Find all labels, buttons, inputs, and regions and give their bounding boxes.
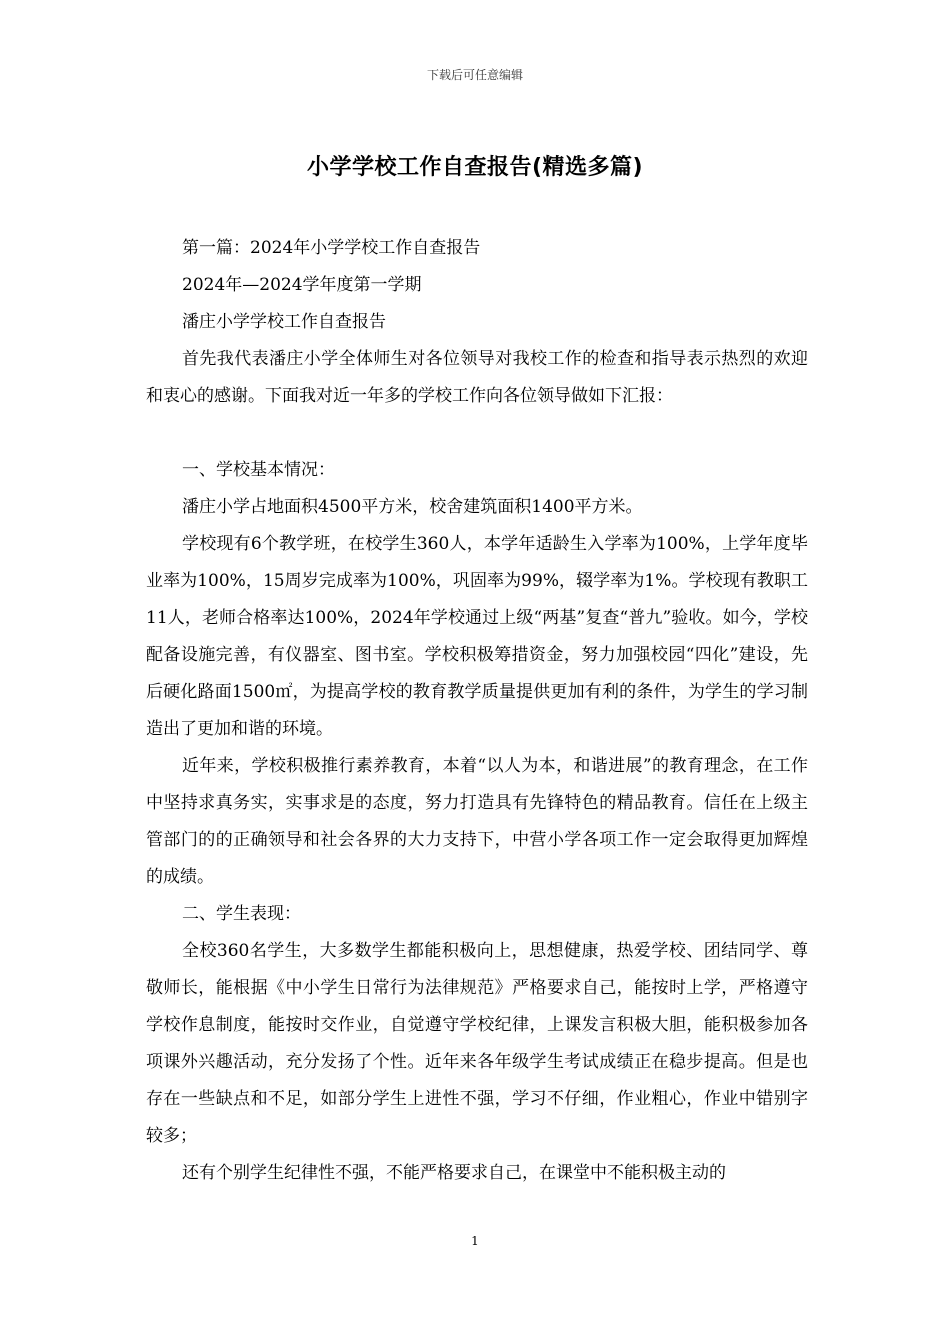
paragraph-student-issues: 还有个别学生纪律性不强，不能严格要求自己，在课堂中不能积极主动的 xyxy=(182,1163,726,1183)
paragraph-school-stats: 学校现有6个教学班，在校学生360人，本学年适龄生入学率为100%，上学年度毕业率为100%，15周岁完成率为100%，巩固率为99%，辍学率为1%。学校现有教职工11人，老师合格率达100%，2024年学校通过上级“两基”复查“普九”验收。如今，学校配备设施完善，有仪器室、图书室。学校积极筹措资金，努力加强校园“四化”建设，先后硬化路面1500㎡，为提高学校的教育教学质量提供更加有利的条件，为学生的学习制造出了更加和谐的环境。 xyxy=(146,534,808,739)
paragraph-student-performance: 全校360名学生，大多数学生都能积极向上，思想健康，热爱学校、团结同学、尊敬师长，能根据《中小学生日常行为法律规范》严格要求自己，能按时上学，严格遵守学校作息制度，能按时交作业，自觉遵守学校纪律，上课发言积极大胆，能积极参加各项课外兴趣活动，充分发扬了个性。近年来各年级学生考试成绩正在稳步提高。但是也存在一些缺点和不足，如部分学生上进性不强，学习不仔细，作业粗心，作业中错别字较多； xyxy=(146,941,808,1146)
paragraph-subtitle: 第一篇：2024年小学学校工作自查报告 xyxy=(182,238,481,258)
paragraph-intro: 首先我代表潘庄小学全体师生对各位领导对我校工作的检查和指导表示热烈的欢迎和衷心的感谢。下面我对近一年多的学校工作向各位领导做如下汇报： xyxy=(146,349,808,406)
paragraph-report-name: 潘庄小学学校工作自查报告 xyxy=(182,312,386,332)
document-body xyxy=(146,230,808,1192)
document-title: 小学学校工作自查报告(精选多篇) xyxy=(306,155,644,180)
section-heading-basic-info: 一、学校基本情况： xyxy=(182,460,335,480)
paragraph-term: 2024年—2024学年度第一学期 xyxy=(182,275,422,295)
paragraph-area: 潘庄小学占地面积4500平方米，校舍建筑面积1400平方米。 xyxy=(182,497,643,517)
section-heading-student-performance: 二、学生表现： xyxy=(182,904,301,924)
page-number: 1 xyxy=(471,1234,479,1248)
paragraph-education-philosophy: 近年来，学校积极推行素养教育，本着“以人为本，和谐进展”的教育理念，在工作中坚持求真务实，实事求是的态度，努力打造具有先锋特色的精品教育。信任在上级主管部门的的正确领导和社会各界的大力支持下，中营小学各项工作一定会取得更加辉煌的成绩。 xyxy=(146,756,808,887)
header-note: 下载后可任意编辑 xyxy=(426,68,523,82)
